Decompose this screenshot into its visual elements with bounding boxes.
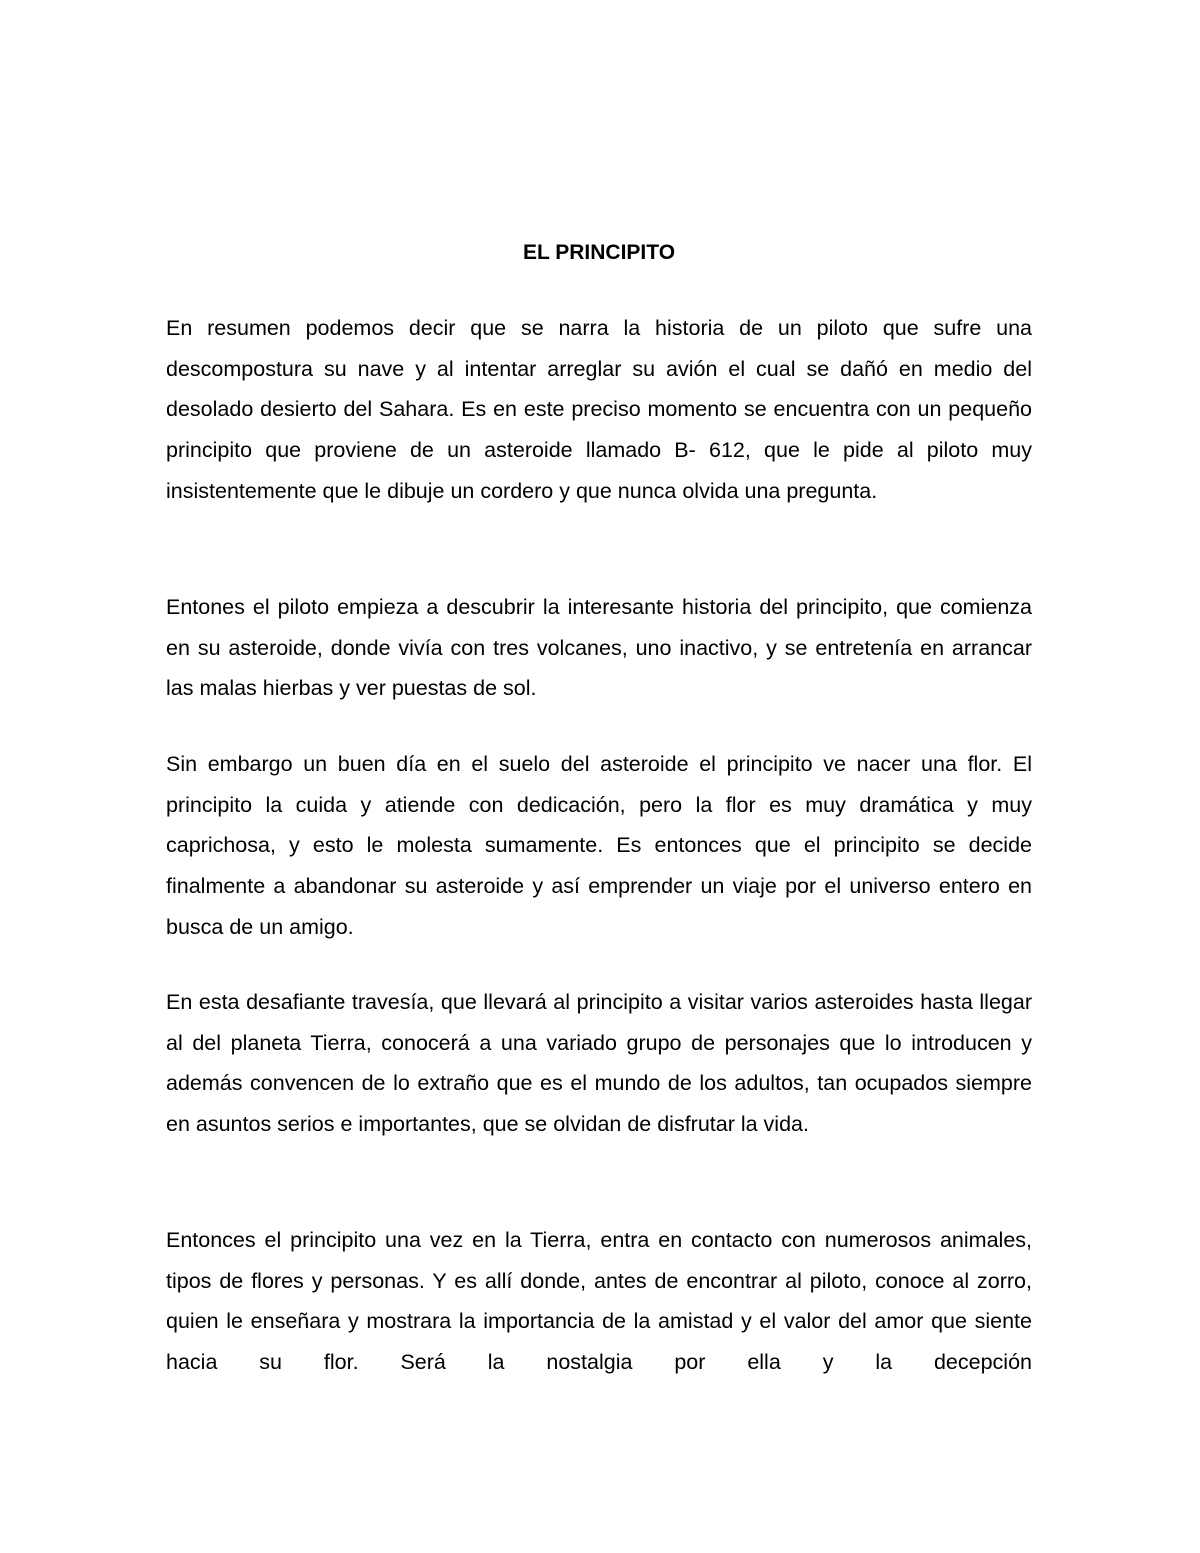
document-title: EL PRINCIPITO — [522, 241, 676, 264]
paragraph-3: Sin embargo un buen día en el suelo del asteroide el principito ve nacer una flor. El principito la cuida y atiende con dedicación, pero la flor es muy dramática y muy caprichosa, y esto le molesta sumamente. Es entonces que el principito se decide finalmente a abandonar su asteroide y así emprender un viaje por el universo entero en busca de un amigo. — [166, 752, 1032, 939]
paragraph-5: Entonces el principito una vez en la Tierra, entra en contacto con numerosos animales, tipos de flores y personas. Y es allí donde, antes de encontrar al piloto, conoce al zorro, quien le enseñara y mostrara la importancia de la amistad y el valor del amor que siente hacia su flor. Será la nostalgia por ella y la decepción — [166, 1228, 1032, 1375]
paragraph-1: En resumen podemos decir que se narra la historia de un piloto que sufre una descompostura su nave y al intentar arreglar su avión el cual se dañó en medio del desolado desierto del Sahara. Es en este preciso momento se encuentra con un pequeño principito que proviene de un asteroide llamado B- 612, que le pide al piloto muy insistentemente que le dibuje un cordero y que nunca olvida una pregunta. — [166, 316, 1032, 503]
paragraph-4: En esta desafiante travesía, que llevará al principito a visitar varios asteroides hasta llegar al del planeta Tierra, conocerá a una variado grupo de personajes que lo introducen y además convencen de lo extraño que es el mundo de los adultos, tan ocupados siempre en asuntos serios e importantes, que se olvidan de disfrutar la vida. — [166, 990, 1032, 1137]
paragraph-2: Entones el piloto empieza a descubrir la interesante historia del principito, que comienza en su asteroide, donde vivía con tres volcanes, uno inactivo, y se entretenía en arrancar las malas hierbas y ver puestas de sol. — [166, 595, 1032, 701]
